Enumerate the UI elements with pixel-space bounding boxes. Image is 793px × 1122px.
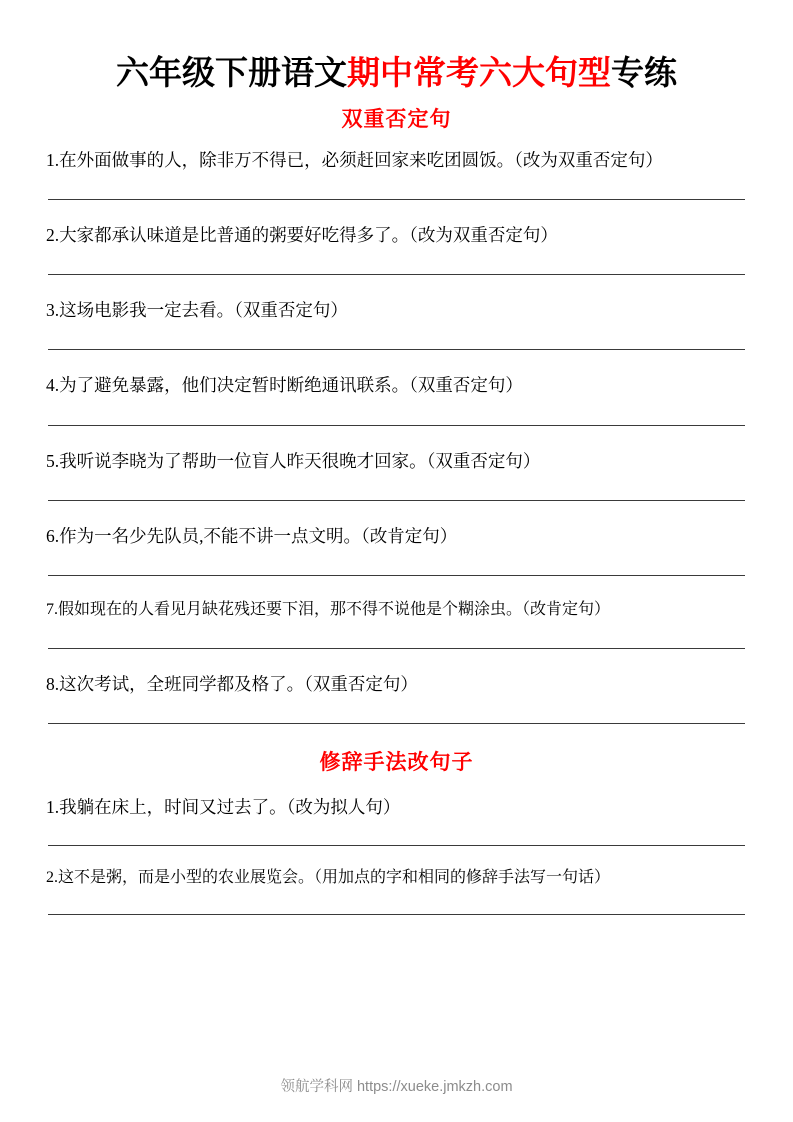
question-item	[42, 794, 751, 845]
title-part-1: 六年级下册语文	[116, 56, 347, 92]
question-item	[42, 598, 751, 649]
question-text: 1.我躺在床上，时间又过去了。（改为拟人句）	[46, 797, 401, 818]
question-item	[42, 297, 751, 350]
answer-line[interactable]	[48, 199, 745, 200]
answer-line[interactable]	[48, 425, 745, 426]
answer-line[interactable]	[48, 845, 745, 846]
question-text: 1.在外面做事的人，除非万不得已，必须赶回家来吃团圆饭。（改为双重否定句）	[46, 149, 663, 170]
question-text: 8.这次考试，全班同学都及格了。（双重否定句）	[46, 674, 418, 695]
page-title	[42, 52, 751, 97]
question-item	[42, 372, 751, 425]
answer-line[interactable]	[48, 349, 745, 350]
question-text: 2.大家都承认味道是比普通的粥要好吃得多了。（改为双重否定句）	[46, 224, 558, 245]
question-text: 6.作为一名少先队员,不能不讲一点文明。（改肯定句）	[46, 525, 458, 546]
question-item	[42, 866, 751, 915]
answer-line[interactable]	[48, 575, 745, 576]
section-double-negative	[42, 103, 751, 725]
question-item	[42, 448, 751, 501]
title-part-2: 期中常考六大句型	[347, 56, 611, 92]
answer-line[interactable]	[48, 914, 745, 915]
answer-line[interactable]	[48, 500, 745, 501]
question-text: 4.为了避免暴露，他们决定暂时断绝通讯联系。（双重否定句）	[46, 375, 523, 396]
answer-line[interactable]	[48, 648, 745, 649]
question-item	[42, 147, 751, 200]
question-item	[42, 671, 751, 724]
question-item	[42, 523, 751, 576]
question-text: 3.这场电影我一定去看。（双重否定句）	[46, 300, 348, 321]
question-text: 2.这不是粥，而是小型的农业展览会。（用加点的字和相同的修辞手法写一句话）	[46, 868, 611, 886]
answer-line[interactable]	[48, 274, 745, 275]
question-text: 5.我听说李晓为了帮助一位盲人昨天很晚才回家。（双重否定句）	[46, 450, 541, 471]
section-divider	[48, 723, 745, 724]
section-heading-1: 双重否定句	[341, 106, 452, 131]
section-rhetoric	[42, 746, 751, 914]
question-text: 7.假如现在的人看见月缺花残还要下泪，那不得不说他是个糊涂虫。（改肯定句）	[46, 601, 611, 619]
footer-watermark: 领航学科网 https://xueke.jmkzh.com	[280, 1079, 513, 1095]
title-part-3: 专练	[611, 56, 677, 92]
question-item	[42, 222, 751, 275]
section-heading-2: 修辞手法改句子	[319, 750, 474, 775]
